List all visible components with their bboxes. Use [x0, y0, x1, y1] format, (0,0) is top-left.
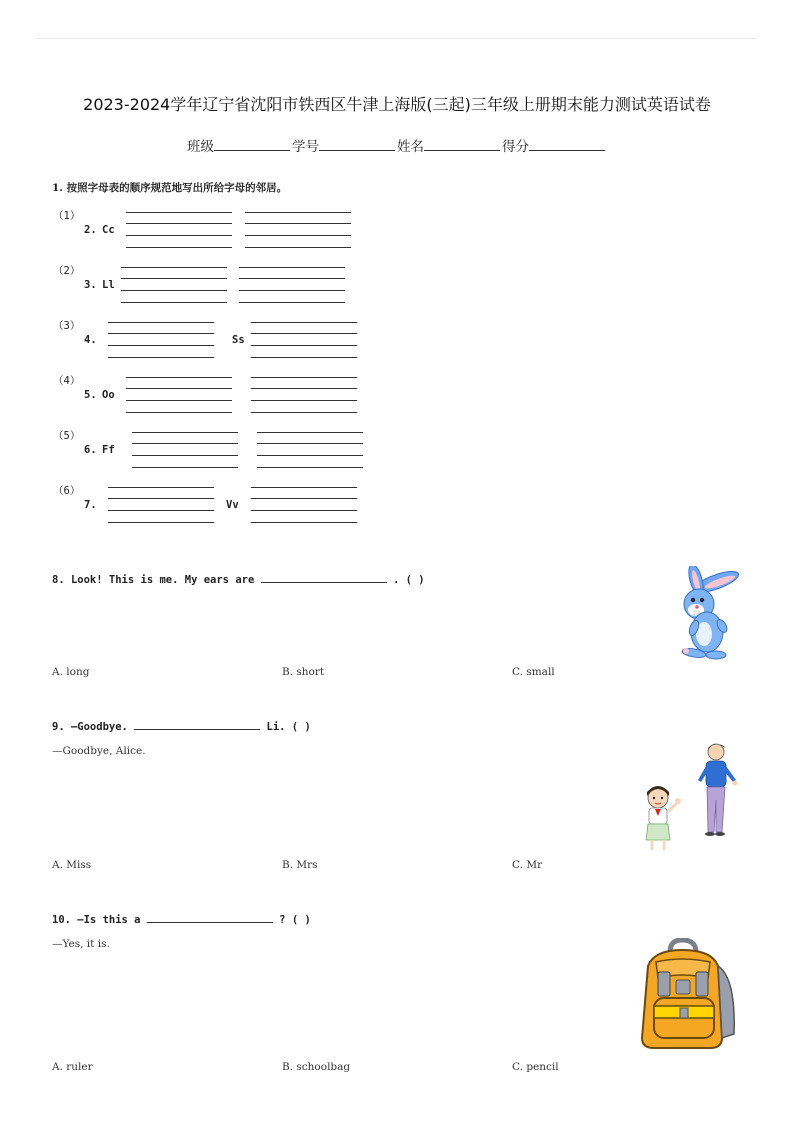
writing-lines-right[interactable] [251, 487, 357, 523]
q9-stem [52, 719, 311, 733]
q10-option-b[interactable]: B. schoolbag [282, 1061, 351, 1073]
q1-item-number: 7. [84, 499, 97, 511]
writing-lines-left[interactable] [126, 377, 232, 413]
q1-item-paren: （2） [53, 265, 81, 277]
q1-item-letter: Cc [102, 224, 115, 236]
number-blank[interactable] [319, 138, 395, 151]
writing-lines-left[interactable] [108, 487, 214, 523]
class-label: 班级 [187, 139, 214, 155]
header-rule [36, 38, 758, 39]
writing-lines-right[interactable] [245, 212, 351, 248]
q8-stem-end: . ( ) [392, 574, 425, 586]
number-label: 学号 [292, 139, 319, 155]
q1-item-paren: （4） [53, 375, 81, 387]
q10-reply: —Yes, it is. [52, 938, 110, 950]
q9-option-b[interactable]: B. Mrs [282, 859, 318, 871]
q1-prompt: 1. 按照字母表的顺序规范地写出所给字母的邻居。 [52, 182, 288, 194]
score-label: 得分 [502, 139, 529, 155]
q9-answer-blank[interactable] [134, 719, 260, 730]
q1-item-number: 6. [84, 444, 97, 456]
writing-lines-left[interactable] [121, 267, 227, 303]
q9-reply: —Goodbye, Alice. [52, 745, 146, 757]
q1-item-paren: （1） [53, 210, 81, 222]
q8-option-b[interactable]: B. short [282, 666, 325, 678]
q1-item-number: 2. [84, 224, 97, 236]
q1-item-letter: Vv [226, 499, 239, 511]
schoolbag-illustration [626, 938, 740, 1054]
q9-stem-text: 9. —Goodbye. [52, 721, 128, 733]
writing-lines-left[interactable] [126, 212, 232, 248]
writing-lines-left[interactable] [132, 432, 238, 468]
name-label: 姓名 [397, 139, 424, 155]
score-blank[interactable] [529, 138, 605, 151]
q1-item-letter: Ss [232, 334, 245, 346]
q1-item-letter: Ll [102, 279, 115, 291]
writing-lines-right[interactable] [257, 432, 363, 468]
q9-option-a[interactable]: A. Miss [52, 859, 92, 871]
name-blank[interactable] [424, 138, 500, 151]
q1-item-number: 3. [84, 279, 97, 291]
writing-lines-right[interactable] [251, 377, 357, 413]
girl-and-man-illustration [636, 740, 744, 856]
q1-item-paren: （5） [53, 430, 81, 442]
q10-answer-blank[interactable] [147, 912, 273, 923]
writing-lines-left[interactable] [108, 322, 214, 358]
q10-stem-text: 10. —Is this a [52, 914, 141, 926]
q8-stem-text: 8. Look! This is me. My ears are [52, 574, 255, 586]
class-blank[interactable] [214, 138, 290, 151]
q8-option-a[interactable]: A. long [52, 666, 90, 678]
q8-answer-blank[interactable] [261, 572, 387, 583]
page-title: 2023-2024学年辽宁省沈阳市铁西区牛津上海版(三起)三年级上册期末能力测试英语试卷 [83, 95, 711, 114]
q9-stem-end: Li. ( ) [266, 721, 311, 733]
q10-stem-end: ? ( ) [279, 914, 311, 926]
q1-item-number: 4. [84, 334, 97, 346]
q9-option-c[interactable]: C. Mr [512, 859, 543, 871]
writing-lines-right[interactable] [239, 267, 345, 303]
q10-option-c[interactable]: C. pencil [512, 1061, 559, 1073]
q1-item-number: 5. [84, 389, 97, 401]
q8-stem [52, 572, 425, 586]
writing-lines-right[interactable] [251, 322, 357, 358]
q1-item-paren: （6） [53, 485, 81, 497]
q10-option-a[interactable]: A. ruler [52, 1061, 93, 1073]
rabbit-illustration [672, 566, 748, 664]
q1-item-letter: Ff [102, 444, 115, 456]
q10-stem [52, 912, 311, 926]
student-info-line [0, 135, 794, 155]
q1-item-letter: Oo [102, 389, 115, 401]
q8-option-c[interactable]: C. small [512, 666, 555, 678]
q1-item-paren: （3） [53, 320, 81, 332]
